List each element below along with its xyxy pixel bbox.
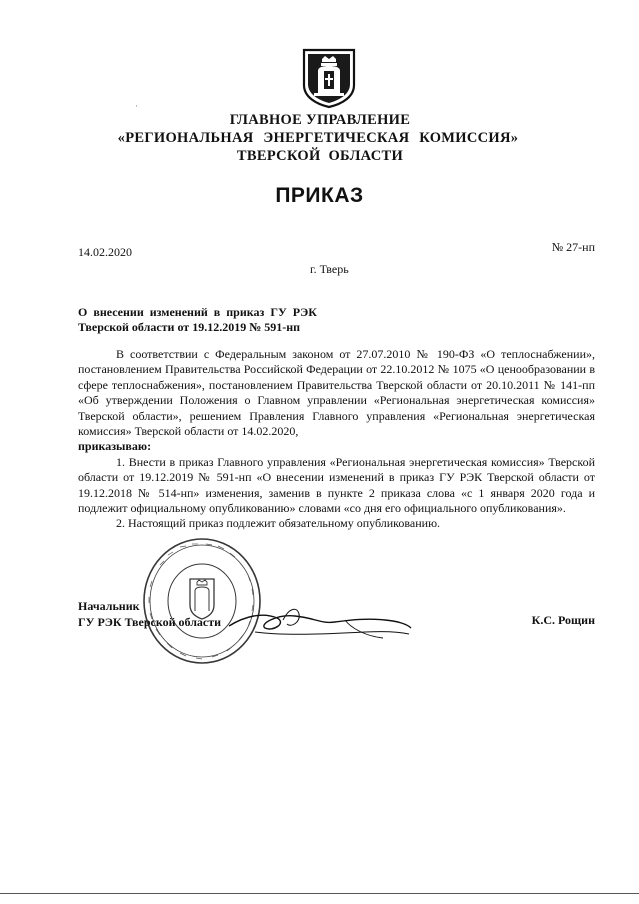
- org-name-line2: «РЕГИОНАЛЬНАЯ ЭНЕРГЕТИЧЕСКАЯ КОМИССИЯ»: [117, 130, 519, 146]
- position-line1: Начальник: [78, 599, 140, 613]
- subject-line1: О внесении изменений в приказ ГУ РЭК: [78, 305, 317, 319]
- handwritten-signature-icon: [225, 598, 415, 653]
- org-name-line1: ГЛАВНОЕ УПРАВЛЕНИЕ: [229, 112, 411, 128]
- document-body: [78, 347, 595, 532]
- order-word: приказываю:: [78, 439, 152, 454]
- tver-coat-of-arms-icon: [300, 47, 358, 109]
- position-line2: ГУ РЭК Тверской области: [78, 615, 222, 629]
- document-subject: [78, 305, 317, 335]
- signatory-name: К.С. Рощин: [531, 613, 595, 627]
- document-number: № 27-нп: [551, 240, 595, 254]
- order-item-1: 1. Внести в приказ Главного управления «Региональная энергетическая комиссия» Тверской области от 19.12.2019 № 591-нп «О внесении изменений в приказ ГУ РЭК Тверской области от 19.12.2018 № 514-нп» изменения, заменив в пункте 2 приказа слова «с 1 января 2020 года и подлежит официальному опубликованию» словами «со дня его официального опубликования».: [78, 454, 595, 516]
- subject-line2: Тверской области от 19.12.2019 № 591-нп: [78, 320, 301, 334]
- preamble-paragraph: В соответствии с Федеральным законом от 27.07.2010 № 190-ФЗ «О теплоснабжении», постановлением Правительства Российской Федерации от 22.10.2012 № 1075 «О ценообразовании в сфере теплоснабжения», постановлением Правительства Тверской области от 20.10.2011 № 141-пп «Об утверждении Положения о Главном управлении «Региональная энергетическая комиссия» Тверской области», решением Правления Главного управления «Региональная энергетическая комиссия» Тверской области от 14.02.2020,: [78, 347, 595, 439]
- document-title: ПРИКАЗ: [275, 184, 364, 207]
- scan-artifact: ·: [135, 101, 138, 111]
- signatory-position: [78, 598, 221, 630]
- document-city: г. Тверь: [310, 262, 349, 276]
- org-name-line3: ТВЕРСКОЙ ОБЛАСТИ: [236, 148, 404, 164]
- page-bottom-divider: [0, 893, 639, 894]
- order-item-2: 2. Настоящий приказ подлежит обязательному опубликованию.: [116, 516, 441, 531]
- document-date: 14.02.2020: [78, 245, 132, 259]
